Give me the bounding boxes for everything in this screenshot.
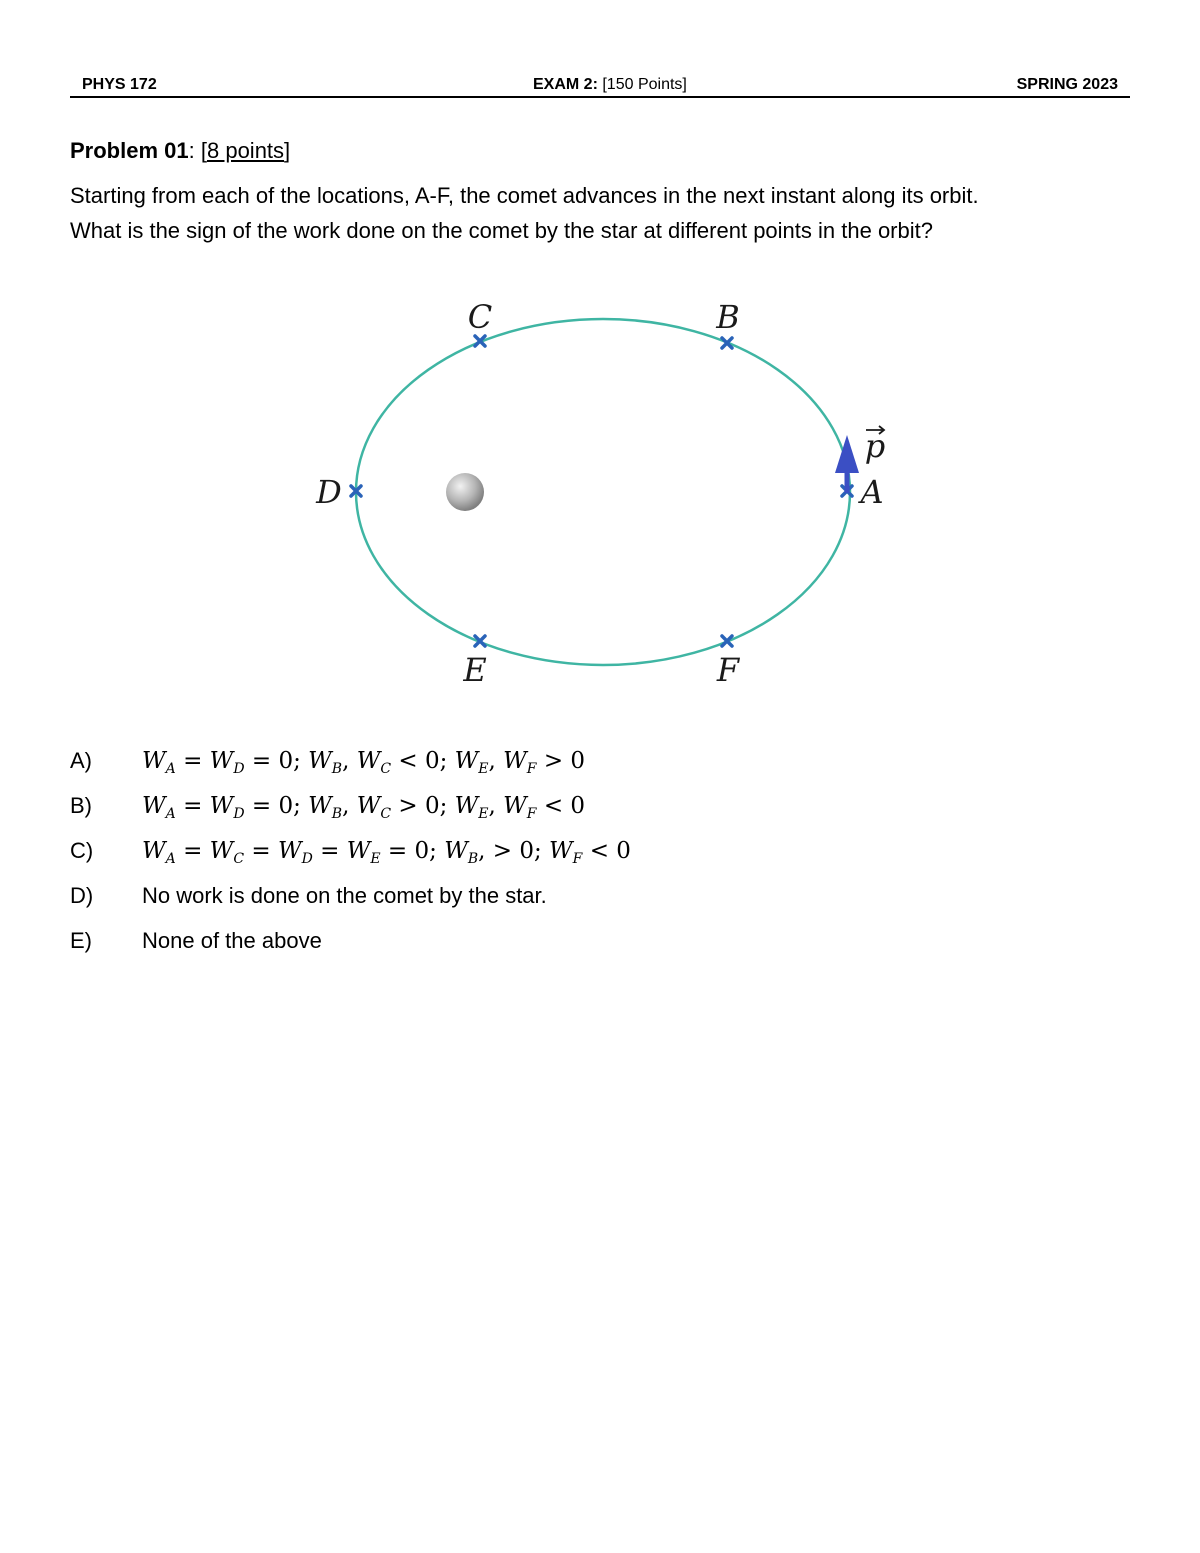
orbit-diagram xyxy=(300,295,920,695)
orbit-path xyxy=(356,319,850,665)
exam-title xyxy=(533,76,687,94)
question-line-2: What is the sign of the work done on the comet by the star at different points in the orbit? xyxy=(70,218,933,243)
points-close: ] xyxy=(284,138,291,163)
problem-number: Problem 01 xyxy=(70,138,189,163)
question-line-1: Starting from each of the locations, A-F, the comet advances in the next instant along its orbit. xyxy=(70,183,979,208)
choice-text: $W_A = W_C = W_D = W_E = 0$; $W_B$, > 0; $W_F < 0$ xyxy=(142,838,631,867)
exam-points: [150 Points] xyxy=(602,76,687,93)
label-p: p xyxy=(864,427,886,465)
page-header xyxy=(70,74,1130,98)
exam-label: EXAM 2: xyxy=(533,76,598,93)
label-d: D xyxy=(316,473,342,511)
label-e: E xyxy=(463,651,487,689)
label-a: A xyxy=(860,473,884,511)
choice-text: $W_A = W_D = 0$; $W_B$, $W_C < 0$; $W_E$, $W_F > 0$ xyxy=(142,748,586,777)
problem-title xyxy=(70,138,290,164)
momentum-arrow xyxy=(835,435,859,493)
label-f: F xyxy=(716,651,740,689)
term: SPRING 2023 xyxy=(1016,76,1118,93)
question-text xyxy=(70,178,1150,248)
choice-text: No work is done on the comet by the star. xyxy=(142,883,547,908)
choice-label: C) xyxy=(70,838,94,863)
choice-label: B) xyxy=(70,793,92,818)
label-c: C xyxy=(467,298,493,336)
course-code: PHYS 172 xyxy=(82,76,157,93)
choice-label: A) xyxy=(70,748,92,773)
points-open: [ xyxy=(200,138,207,163)
problem-points: 8 points xyxy=(206,138,285,163)
choice-label: E) xyxy=(70,928,92,953)
label-b: B xyxy=(716,298,740,336)
title-colon: : xyxy=(188,138,195,163)
choice-text: $W_A = W_D = 0$; $W_B$, $W_C > 0$; $W_E$, $W_F < 0$ xyxy=(142,793,586,822)
star xyxy=(446,473,484,511)
choice-label: D) xyxy=(70,883,94,908)
choice-text: None of the above xyxy=(142,928,322,953)
